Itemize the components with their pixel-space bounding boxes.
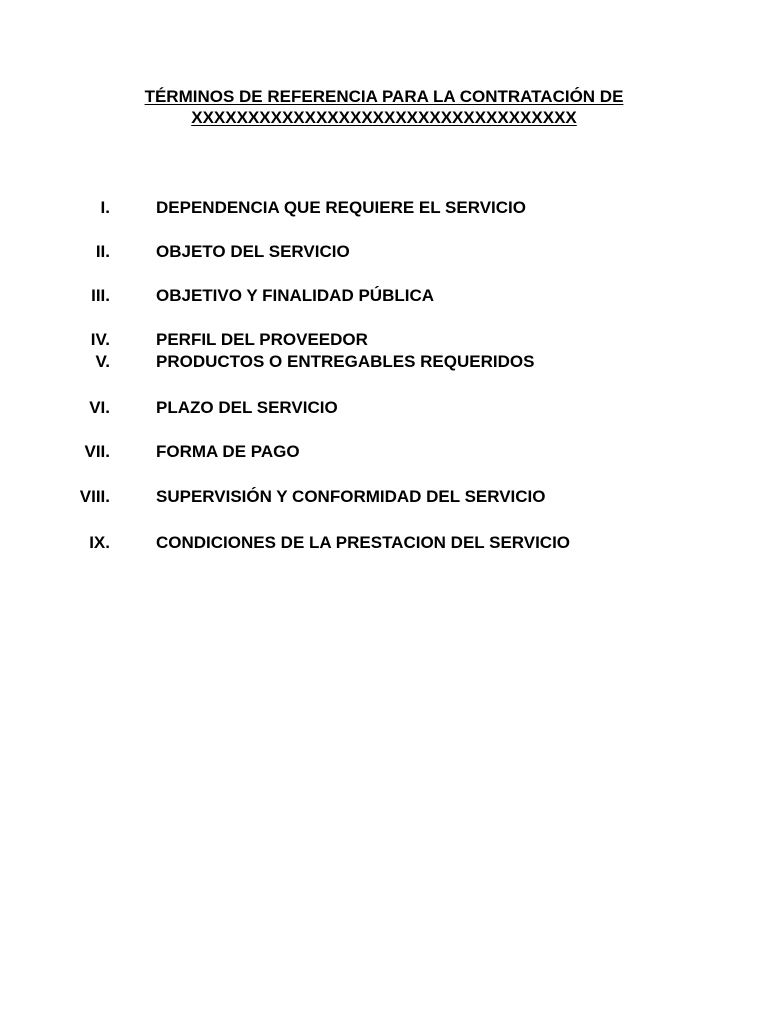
- toc-numeral: III.: [91, 286, 110, 305]
- toc-label: OBJETO DEL SERVICIO: [156, 242, 350, 261]
- toc-item-3: [0, 285, 768, 307]
- toc-numeral: IX.: [89, 533, 110, 552]
- toc-item-1: [0, 197, 768, 219]
- toc-numeral: I.: [100, 198, 110, 217]
- toc-item-6: [0, 397, 768, 419]
- toc-item-9: [0, 532, 768, 554]
- toc-item-2: [0, 241, 768, 263]
- toc-numeral: IV.: [90, 330, 110, 349]
- toc-item-4: [0, 329, 768, 351]
- toc-label: OBJETIVO Y FINALIDAD PÚBLICA: [156, 286, 435, 305]
- document-title: [0, 86, 768, 128]
- toc-label: PLAZO DEL SERVICIO: [156, 398, 338, 417]
- toc-numeral: V.: [95, 352, 110, 371]
- toc-numeral: II.: [95, 242, 110, 261]
- toc-label: SUPERVISIÓN Y CONFORMIDAD DEL SERVICIO: [156, 487, 546, 506]
- toc-numeral: VIII.: [79, 487, 110, 506]
- toc-label: PRODUCTOS O ENTREGABLES REQUERIDOS: [156, 352, 535, 371]
- toc-numeral: VII.: [84, 442, 110, 461]
- toc-item-5: [0, 351, 768, 373]
- toc-label: FORMA DE PAGO: [156, 442, 300, 461]
- toc-numeral: VI.: [89, 398, 110, 417]
- document-title-line-1: TÉRMINOS DE REFERENCIA PARA LA CONTRATACIÓN DE: [144, 87, 624, 106]
- toc-item-8: [0, 486, 768, 508]
- toc-item-7: [0, 441, 768, 463]
- toc-label: DEPENDENCIA QUE REQUIERE EL SERVICIO: [156, 198, 526, 217]
- document-title-line-2: XXXXXXXXXXXXXXXXXXXXXXXXXXXXXXXXXX: [191, 108, 577, 127]
- toc-label: CONDICIONES DE LA PRESTACION DEL SERVICIO: [156, 533, 571, 552]
- toc-label: PERFIL DEL PROVEEDOR: [156, 330, 368, 349]
